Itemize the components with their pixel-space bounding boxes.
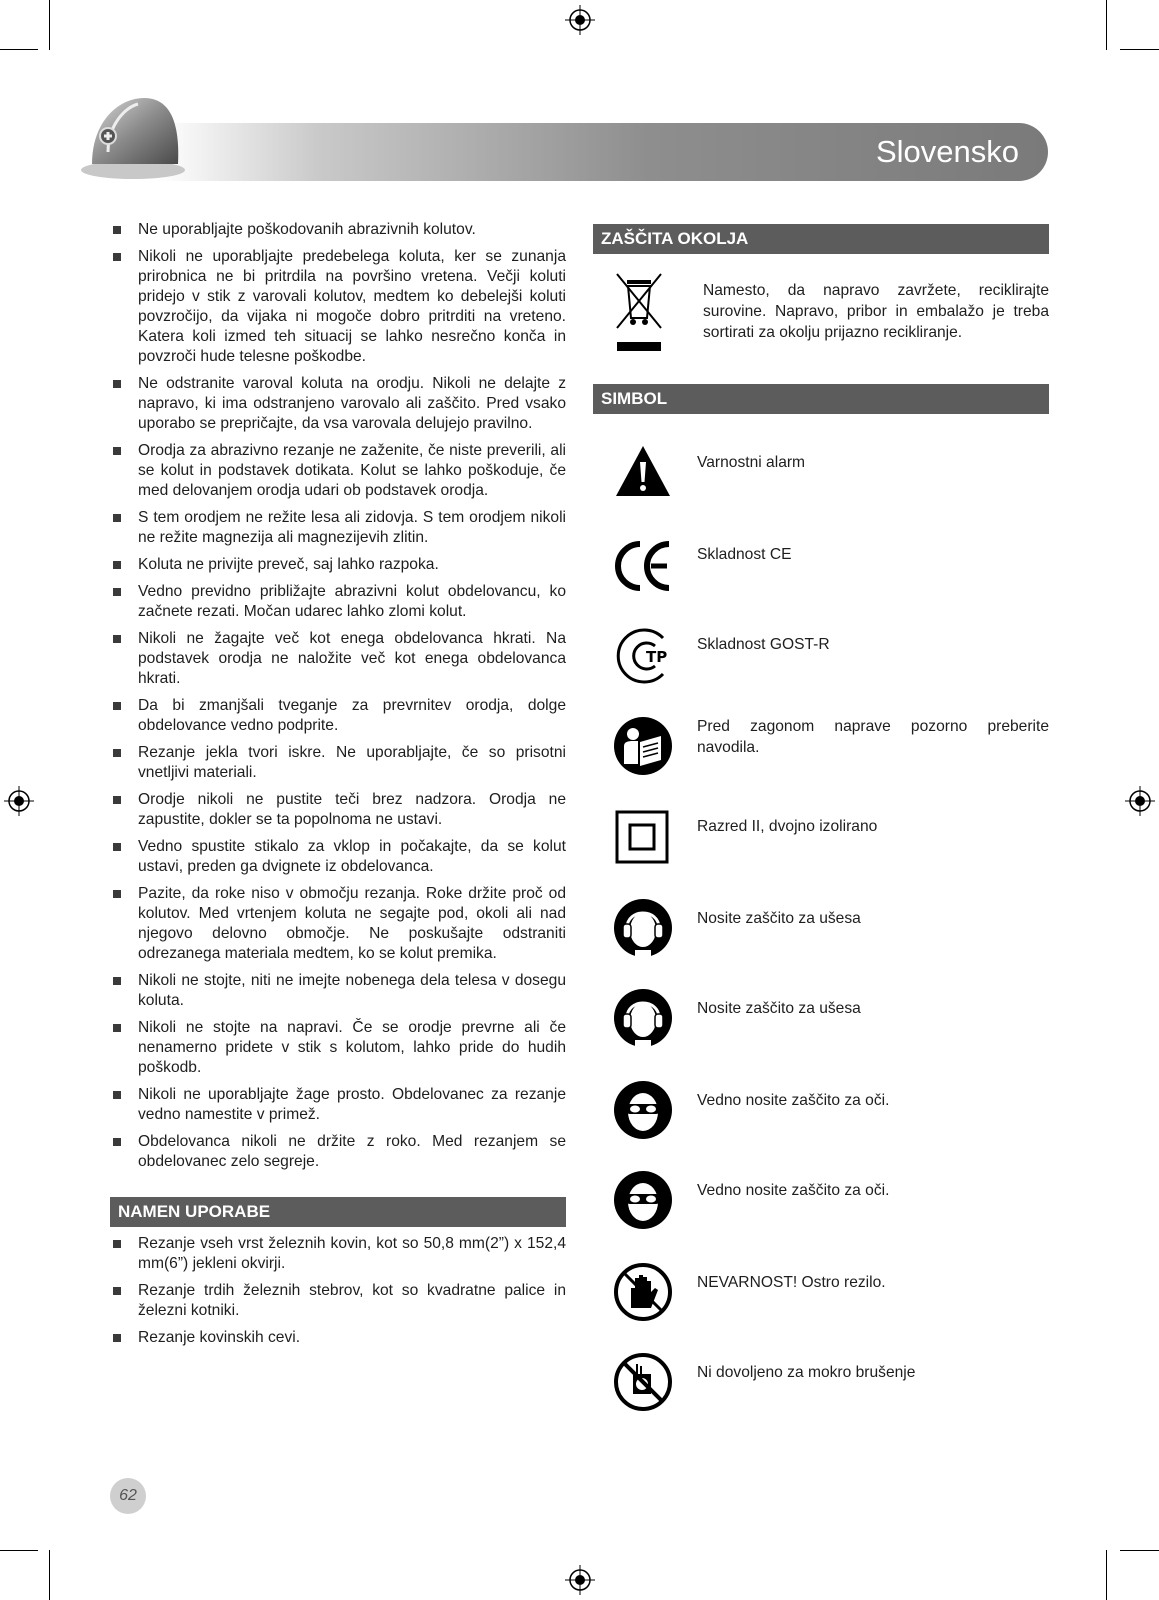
- symbol-text: NEVARNOST! Ostro rezilo.: [697, 1274, 886, 1291]
- list-item: S tem orodjem ne režite lesa ali zidovja. S tem orodjem nikoli ne režite magnezija ali magnezijevih zlitin.: [110, 508, 566, 548]
- symbol-row: [593, 988, 1049, 1058]
- eye-protection-icon: [613, 1080, 673, 1144]
- right-column: [593, 224, 1049, 1381]
- read-manual-icon: [613, 716, 673, 780]
- ce-mark-icon: [613, 534, 673, 598]
- list-item: Rezanje kovinskih cevi.: [110, 1328, 566, 1348]
- symbol-text: Ni dovoljeno za mokro brušenje: [697, 1364, 916, 1381]
- registration-mark-icon: [4, 786, 34, 816]
- list-item: Koluta ne privijte preveč, saj lahko razpoka.: [110, 555, 566, 575]
- list-item: Rezanje vseh vrst železnih kovin, kot so 50,8 mm(2”) x 152,4 mm(6”) jekleni okvirji.: [110, 1234, 566, 1274]
- list-item: Nikoli ne uporabljajte žage prosto. Obdelovanec za rezanje vedno namestite v primež.: [110, 1085, 566, 1125]
- list-item: Nikoli ne žagajte več kot enega obdelovanca hkrati. Na podstavek orodja ne naložite več kot enega obdelovanca hkrati.: [110, 629, 566, 689]
- eye-protection-icon: [613, 1170, 673, 1234]
- list-item: Ne odstranite varoval koluta na orodju. Nikoli ne delajte z napravo, ki ima odstranjeno varovalo ali zaščito. Pred vsako uporabo se prepričajte, da vsa varovala delujejo pravilno.: [110, 374, 566, 434]
- list-item: Orodje nikoli ne pustite teči brez nadzora. Orodja ne zapustite, dokler se ta popolnoma ne ustavi.: [110, 790, 566, 830]
- list-item: Rezanje trdih železnih stebrov, kot so kvadratne palice in železni kotniki.: [110, 1281, 566, 1321]
- intended-use-list: [110, 1234, 566, 1348]
- crop-mark: [49, 0, 50, 50]
- list-item: Rezanje jekla tvori iskre. Ne uporabljajte, če so prisotni vnetljivi materiali.: [110, 743, 566, 783]
- list-item: Vedno previdno približajte abrazivni kolut obdelovancu, ko začnete rezati. Močan udarec lahko zlomi kolut.: [110, 582, 566, 622]
- symbol-text: Skladnost GOST-R: [697, 636, 830, 653]
- ear-protection-icon: [613, 988, 673, 1052]
- registration-mark-icon: [565, 1565, 595, 1595]
- symbol-row: [593, 1352, 1049, 1422]
- registration-mark-icon: [1125, 786, 1155, 816]
- gost-r-mark-icon: [613, 624, 673, 688]
- environment-text: Namesto, da napravo zavržete, reciklirajte surovine. Napravo, pribor in embalažo je treba sortirati za okolju prijazno recikliranje.: [703, 282, 1049, 341]
- registration-mark-icon: [565, 5, 595, 35]
- symbol-row: [593, 898, 1049, 968]
- symbol-text: Vedno nosite zaščito za oči.: [697, 1092, 890, 1109]
- crop-mark: [1106, 1550, 1107, 1600]
- no-wet-grinding-icon: [613, 1352, 673, 1416]
- symbol-text: Pred zagonom naprave pozorno preberite navodila.: [697, 718, 1049, 756]
- ear-protection-icon: [613, 898, 673, 962]
- symbol-heading: SIMBOL: [593, 384, 1049, 414]
- intended-use-heading: NAMEN UPORABE: [110, 1197, 566, 1227]
- crop-mark: [1120, 49, 1159, 50]
- crop-mark: [1120, 1550, 1159, 1551]
- crossed-out-bin-icon: [613, 270, 665, 356]
- warning-triangle-icon: [613, 442, 673, 506]
- crop-mark: [49, 1550, 50, 1600]
- environment-heading: ZAŠČITA OKOLJA: [593, 224, 1049, 254]
- symbol-row: [593, 624, 1049, 694]
- list-item: Da bi zmanjšali tveganje za prevrnitev orodja, dolge obdelovance vedno podprite.: [110, 696, 566, 736]
- sharp-blade-hand-icon: [613, 1262, 673, 1326]
- list-item: Pazite, da roke niso v območju rezanja. Roke držite proč od kolutov. Med vrtenjem koluta ne segajte pod, okoli ali nad njegovo delovno območje. Ne poskušajte odstraniti odrezanega materiala medtem, ko se kolut premika.: [110, 884, 566, 964]
- page-number: 62: [110, 1478, 146, 1514]
- crop-mark: [0, 1550, 38, 1551]
- symbol-text: Vedno nosite zaščito za oči.: [697, 1182, 890, 1199]
- symbol-row: [593, 1170, 1049, 1240]
- symbol-row: [593, 1262, 1049, 1332]
- symbol-row: [593, 716, 1049, 786]
- symbol-text: Skladnost CE: [697, 546, 792, 563]
- crop-mark: [0, 49, 38, 50]
- symbol-text: Nosite zaščito za ušesa: [697, 1000, 861, 1017]
- list-item: Orodja za abrazivno rezanje ne zaženite, če niste preverili, ali se kolut in podstavek dotikata. Kolut se lahko poškoduje, če med delovanjem orodja udari ob podstavek orodja.: [110, 441, 566, 501]
- svg-text:TP: TP: [646, 648, 668, 666]
- list-item: Vedno spustite stikalo za vklop in počakajte, da se kolut ustavi, preden ga dvignete iz obdelovanca.: [110, 837, 566, 877]
- left-column: [110, 220, 566, 1355]
- language-title: Slovensko: [875, 134, 1019, 169]
- crop-mark: [1106, 0, 1107, 50]
- symbol-text: Nosite zaščito za ušesa: [697, 910, 861, 927]
- symbol-text: Razred II, dvojno izolirano: [697, 818, 878, 835]
- class-ii-insulation-icon: [613, 806, 673, 870]
- symbol-row: [593, 442, 1049, 512]
- hard-hat-icon: [78, 92, 188, 182]
- list-item: Ne uporabljajte poškodovanih abrazivnih kolutov.: [110, 220, 566, 240]
- list-item: Nikoli ne uporabljajte predebelega koluta, ker se zunanja prirobnica ne bi pritrdila na površino vretena. Večji koluti pridejo v stik z varovali kolutov, medtem ko debelejši koluti povzročijo, da vijaka ni mogoče dobro pritrditi na vreteno. Katera koli izmed teh situacij se lahko nesrečno konča in povzroči hude telesne poškodbe.: [110, 247, 566, 367]
- safety-list: [110, 220, 566, 1172]
- symbol-row: [593, 1080, 1049, 1150]
- list-item: Nikoli ne stojte, niti ne imejte nobenega dela telesa v dosegu koluta.: [110, 971, 566, 1011]
- symbol-row: [593, 806, 1049, 876]
- list-item: Obdelovanca nikoli ne držite z roko. Med rezanjem se obdelovanec zelo segreje.: [110, 1132, 566, 1172]
- symbol-text: Varnostni alarm: [697, 454, 806, 471]
- symbol-row: [593, 534, 1049, 604]
- list-item: Nikoli ne stojte na napravi. Če se orodje prevrne ali če nenamerno pridete v stik s kolutom, lahko pride do hudih poškodb.: [110, 1018, 566, 1078]
